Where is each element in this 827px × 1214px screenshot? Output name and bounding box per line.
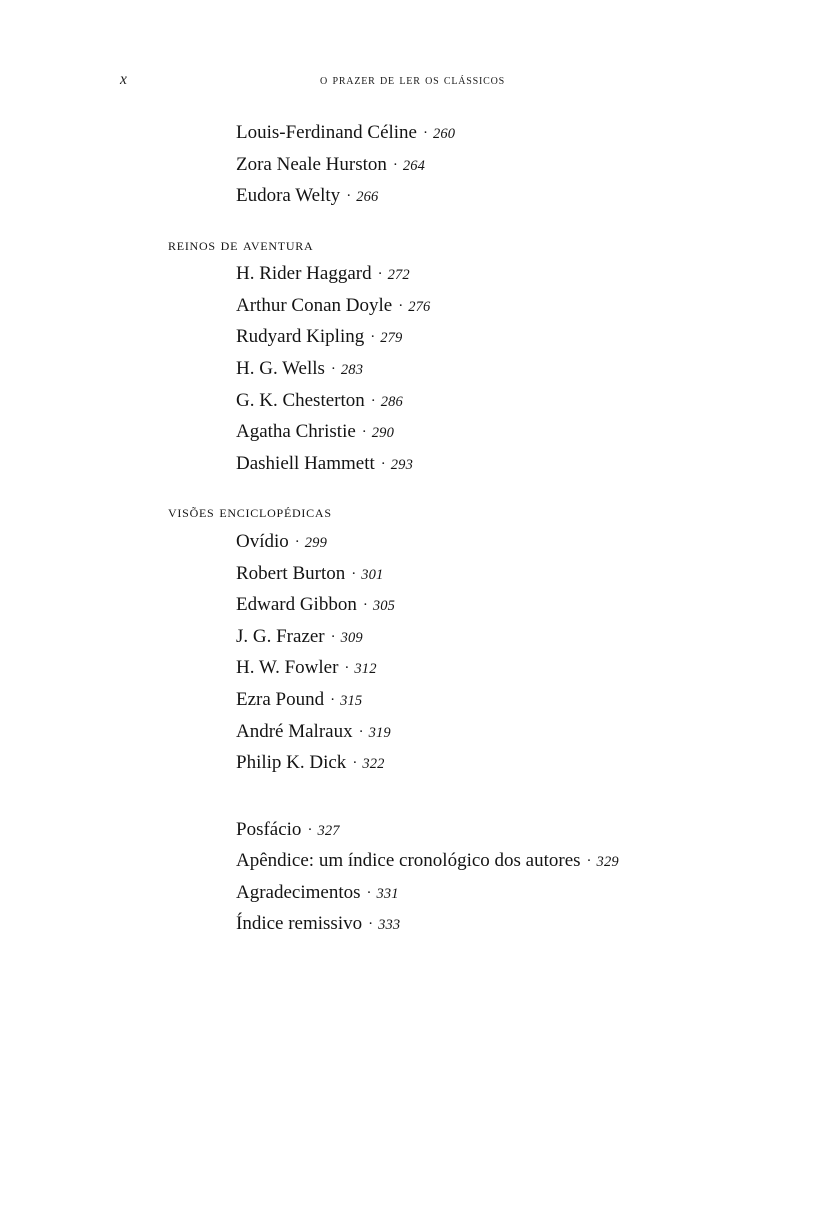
toc-entry[interactable] — [168, 909, 728, 941]
toc-entry-page: 301 — [361, 566, 384, 583]
toc-entry-page: 272 — [387, 267, 410, 284]
toc-entry[interactable] — [168, 815, 728, 847]
toc-entry-name: Rudyard Kipling — [236, 326, 365, 348]
toc-entry-page: 276 — [408, 298, 431, 315]
toc-entry-page: 290 — [371, 425, 394, 442]
toc-entry-name: Zora Neale Hurston — [236, 153, 387, 175]
table-of-contents — [168, 118, 728, 941]
toc-entry[interactable] — [168, 181, 728, 213]
toc-entry[interactable] — [168, 878, 728, 910]
toc-entry-page: 319 — [368, 724, 391, 741]
toc-entry-page: 266 — [356, 189, 379, 206]
toc-separator-dot: · — [361, 424, 367, 441]
toc-entry-page: 283 — [340, 362, 364, 379]
toc-entry-name: H. Rider Haggard — [236, 263, 372, 285]
toc-entry-page: 264 — [402, 157, 426, 174]
toc-entry[interactable] — [168, 622, 728, 654]
toc-entry[interactable] — [168, 417, 728, 449]
toc-separator-dot: · — [370, 329, 376, 346]
spacer — [168, 480, 728, 504]
toc-entry-name: Louis-Ferdinand Céline — [236, 122, 417, 143]
toc-entry-page: 299 — [304, 534, 327, 551]
toc-section-title: reinos de aventura — [168, 234, 314, 254]
toc-entry-page: 331 — [376, 885, 399, 902]
toc-separator-dot: · — [351, 565, 357, 582]
running-head — [120, 71, 707, 93]
toc-entry[interactable] — [168, 685, 728, 717]
toc-entry-page: 260 — [433, 126, 456, 142]
toc-entry[interactable] — [168, 291, 728, 323]
toc-entry-page: 329 — [596, 854, 619, 871]
toc-separator-dot: · — [330, 361, 336, 378]
toc-entry[interactable] — [168, 527, 728, 559]
toc-section-reinos-de-aventura — [168, 234, 728, 481]
toc-entry-page: 293 — [390, 456, 413, 473]
toc-entry-name: Dashiell Hammett — [236, 452, 375, 474]
toc-continued-group — [168, 118, 728, 213]
toc-entry[interactable] — [168, 748, 728, 780]
toc-entry-page: 286 — [380, 393, 403, 410]
toc-entry-page: 279 — [380, 330, 403, 347]
toc-separator-dot: · — [330, 691, 336, 708]
toc-entry[interactable] — [168, 653, 728, 685]
toc-entry-name: Agatha Christie — [236, 421, 356, 443]
toc-separator-dot: · — [392, 156, 398, 173]
toc-entry-page: 333 — [378, 917, 401, 934]
toc-separator-dot: · — [380, 455, 386, 472]
toc-entry-name: Edward Gibbon — [236, 594, 357, 616]
toc-entry[interactable] — [168, 322, 728, 354]
toc-separator-dot: · — [586, 853, 592, 870]
toc-separator-dot: · — [368, 916, 374, 933]
toc-entry[interactable] — [168, 846, 728, 878]
toc-entry-page: 305 — [372, 598, 396, 615]
toc-entry[interactable] — [168, 559, 728, 591]
toc-entry[interactable] — [168, 590, 728, 622]
toc-separator-dot: · — [398, 297, 404, 314]
toc-entry-name: J. G. Frazer — [236, 625, 325, 647]
spacer — [168, 804, 728, 815]
toc-entry-name: Ovídio — [236, 530, 289, 552]
toc-entry[interactable] — [168, 259, 728, 291]
toc-separator-dot: · — [344, 660, 350, 677]
toc-entry-name: G. K. Chesterton — [236, 389, 365, 411]
toc-entry-name: André Malraux — [236, 720, 353, 742]
toc-section-title: visões enciclopédicas — [168, 502, 332, 522]
toc-separator-dot: · — [377, 266, 383, 283]
toc-separator-dot: · — [423, 125, 428, 141]
toc-separator-dot: · — [346, 188, 352, 205]
toc-entry-name: H. W. Fowler — [236, 657, 339, 679]
toc-entry[interactable] — [168, 118, 728, 150]
toc-back-matter — [168, 815, 728, 941]
toc-entry-page: 312 — [354, 661, 377, 678]
toc-entry-name: Apêndice: um índice cronológico dos autores — [236, 850, 581, 872]
toc-entry[interactable] — [168, 717, 728, 749]
toc-entry-page: 315 — [340, 692, 363, 709]
toc-entry-name: Índice remissivo — [236, 913, 363, 935]
toc-entry-name: Robert Burton — [236, 562, 346, 584]
toc-entry-name: Ezra Pound — [236, 688, 325, 710]
toc-entry-name: Eudora Welty — [236, 185, 341, 207]
toc-entry-page: 309 — [340, 629, 363, 646]
toc-entry[interactable] — [168, 354, 728, 386]
toc-entry-name: Posfácio — [236, 818, 302, 840]
page-folio: x — [120, 71, 127, 88]
toc-entry-page: 322 — [362, 756, 385, 773]
toc-separator-dot: · — [294, 533, 300, 550]
toc-separator-dot: · — [358, 723, 364, 740]
running-head-title: o prazer de ler os clássicos — [320, 72, 505, 88]
toc-entry-name: Arthur Conan Doyle — [236, 294, 393, 316]
toc-separator-dot: · — [366, 884, 372, 901]
toc-section-visoes-enciclopedicas — [168, 504, 728, 779]
toc-entry-name: Agradecimentos — [236, 881, 361, 903]
toc-entry[interactable] — [168, 150, 728, 182]
toc-entry[interactable] — [168, 386, 728, 418]
toc-separator-dot: · — [362, 597, 368, 614]
toc-entry-page: 327 — [317, 822, 340, 839]
toc-separator-dot: · — [330, 628, 336, 645]
toc-separator-dot: · — [370, 392, 376, 409]
toc-separator-dot: · — [352, 755, 358, 772]
toc-entry[interactable] — [168, 449, 728, 481]
spacer — [168, 780, 728, 804]
toc-entry-name: H. G. Wells — [236, 358, 325, 380]
spacer — [168, 213, 728, 237]
toc-entry-name: Philip K. Dick — [236, 752, 347, 774]
toc-separator-dot: · — [307, 821, 313, 838]
